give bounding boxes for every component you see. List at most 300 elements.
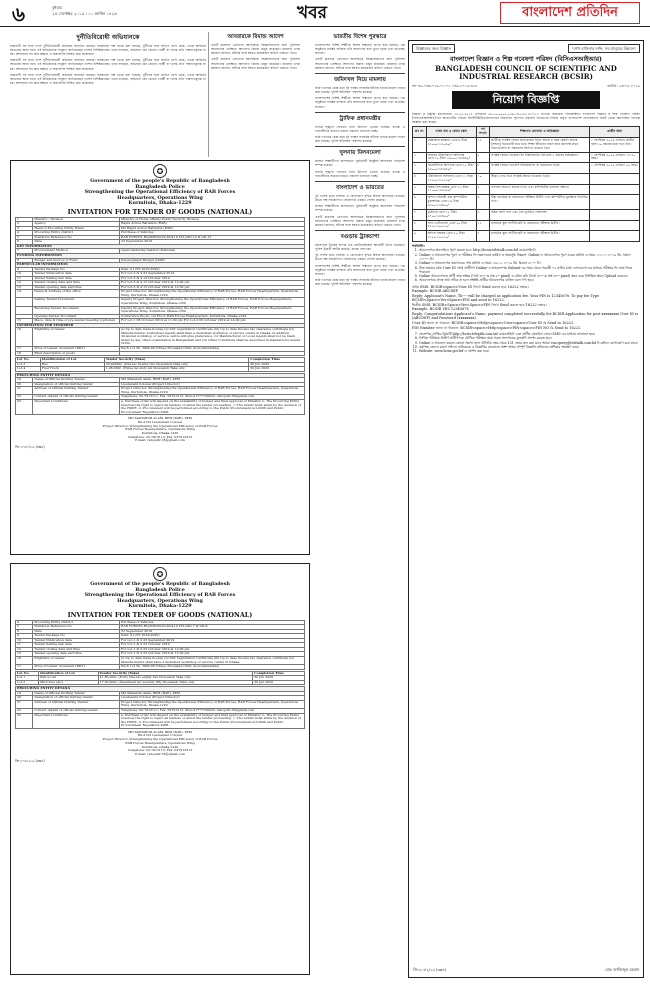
tender-cell: Invitation Reference No	[33, 625, 120, 630]
left-body-2: রাজধানী সহ সারা দেশে দুর্নীতিবিরোধী অভিযান অব্যাহত রয়েছে। সরকারের পক্ষ থেকে বলা হয়েছে, দুর্নীতির সঙ্গে জড়িত যে-ই হোক, তাকে আইনের আওতায় আনা হবে। এই অভিযানকে সাধুবাদ জানিয়েছেন দেশের বিশিষ্টজনেরা। তারা বলছেন, অভিযান যেন কোনো গোষ্ঠী বা দলের প্রতি পক্ষপাতমূলক না হয়। প্রশাসনের সব স্তরে স্বচ্ছতা ও জবাবদিহি নিশ্চিত করা প্রয়োজন।	[10, 58, 206, 71]
tender-cell: For Lot-1 06 October 2019 at 11.00 pm For Lot-2 06 October 2019 at 14.00 pm	[120, 319, 305, 324]
tender-cell: 11	[16, 276, 33, 281]
position-cell: ১	[413, 138, 427, 153]
lot-cell: Lot-1	[16, 676, 39, 681]
tender-cell: Item: 01 (FY 2019-2020)	[120, 267, 305, 272]
tender-cell: 23 September 2019	[120, 240, 305, 245]
lots-header-cell: Lot No	[16, 358, 41, 363]
ad-code-1: জি-২০৬০/১৯ (৩x৪)	[15, 445, 45, 450]
tender-cell: 21	[16, 387, 33, 395]
tender-cell: Receiving Tender Document	[33, 306, 120, 314]
tender-cell: Telephone: 02-7913111, Fax: 02791313, Mob-01777720022, rabopdir.18@gmail.com	[120, 708, 305, 713]
position-cell: টেকনিক্যাল অফিসার গ্রেড-১১ টাকা ১২৫০০-৩০২৩০/-	[426, 173, 476, 184]
tender-cell: For Lot-3 & 4 23 September 2019	[120, 272, 305, 277]
position-row	[413, 138, 640, 153]
positions-header-cell: শিক্ষাগত যোগ্যতা ও অভিজ্ঞতা	[490, 127, 590, 138]
tender-cell	[120, 351, 305, 356]
more-condition-item: 11. Website: www.bcsir.gov.bd-এ প্রদর্শন করা হবে।	[419, 349, 640, 353]
position-row	[413, 173, 640, 184]
position-cell: অফিস সহায়ক গ্রেড-২০ টাকা ৮২৫০-২০০১০/-	[426, 231, 476, 242]
lot-cell: 41,85,000/- (Forty One lac eighty five thousand) Taka only	[98, 676, 252, 681]
tender-cell: 4	[16, 231, 33, 236]
position-cell: ১৫	[476, 138, 490, 153]
position-row	[413, 220, 640, 231]
signature-line: Project Director, Strengthening the Operational Efficiency of RAB Forces	[102, 423, 218, 428]
dateline	[52, 5, 117, 16]
tender-cell: Tender Selling last date	[33, 276, 120, 281]
left-article	[10, 32, 206, 147]
gov-line: Strengthening the Operational Efficiency of RAB Forces	[84, 592, 236, 599]
tender-cell: Open tendering method (National)	[120, 249, 305, 254]
lots-table-2	[15, 671, 305, 686]
gov-line: Bangladesh Police	[135, 586, 185, 593]
ad-top-right: "শেখ হাসিনার দর্শন, সব মানুষের উন্নয়ন"	[568, 44, 640, 53]
position-cell: ১২	[476, 220, 490, 231]
tender-cell: Telephone: 02-7913111, Fax: 02791313, Mob-01777720022, rabopdir.18@gmail.com	[120, 395, 305, 400]
tender-row	[16, 351, 305, 356]
tender-cell: Place, date & time of pre-tender meeting (optional)	[33, 319, 120, 324]
tender-cell: Selling Tender Document	[33, 298, 120, 306]
tenderer-heading: INFORMATION FOR TENDERER	[16, 323, 305, 328]
conditions-title: শর্তাবলি:	[412, 243, 425, 248]
sms-line: প্রথম SMS: BCSIR<space>User ID লিখে Send করতে হবে 16222 নম্বরে।	[412, 284, 529, 289]
tender-cell: 22	[16, 395, 33, 400]
more-condition-item: 8. লিখিত পরীক্ষায় উত্তীর্ণ প্রার্থীগণকে মৌখিক পরীক্ষার সময় সকল সনদপত্রের মূলকপি প্রদর্শন করতে হবে।	[419, 336, 640, 340]
ad-top-left: বিজ্ঞানের জন্য বিজ্ঞান	[412, 44, 455, 53]
tender-cell: Date	[33, 629, 120, 634]
story4-body-2: জমি দখলকে কেন্দ্র করে দুই পক্ষের সংঘর্ষের ঘটনায় থানায় মামলা দায়ের করা হয়েছে। পুলিশ ঘটনাস্থল পরিদর্শন করেছে।	[315, 134, 405, 144]
position-cell	[590, 184, 640, 195]
position-cell: ১ সেপ্টেম্বর ২০১৯ তারিখে ৩০ বছর।	[590, 163, 640, 174]
position-cell: ৬	[476, 195, 490, 210]
tender-cell: Purchase of Vehicles	[120, 231, 305, 236]
gov-line: Kurmitola, Dhaka-1229	[128, 603, 192, 610]
ad-title: নিয়োগ বিজ্ঞপ্তি	[452, 91, 600, 109]
tender-cell: Name of Official Inviting Tender	[33, 378, 120, 383]
position-cell: ১০	[476, 173, 490, 184]
date: ২৫ সেপ্টেম্বর ২০১৯ । ১০ আশ্বিন ১৪২৬	[52, 10, 117, 16]
tender-notice-2	[10, 563, 310, 975]
procuring-heading: PROCURING ENTITY DETAILS	[16, 373, 305, 378]
position-cell: ১ সেপ্টেম্বর ২০১৯ তারিখে ১৮-৩০ বছর।	[590, 152, 640, 163]
tender-table-2	[15, 620, 305, 670]
tender-gov-lines	[15, 179, 305, 207]
condition-item: 3. Online-এ আবেদনপত্র জমাদানের শেষ তারিখ ও সময়: ২৬.১১.২০১৯ খ্রি. বিকাল ৫:০০ টা।	[419, 261, 640, 265]
tender-notice-1	[10, 160, 310, 555]
position-cell: ৯	[413, 231, 427, 242]
sms-line: Reply: Congratulations Applicant's Name, payment completed successfully for BCSIR Application for post xxxxxxxxx User ID is (ABCDEF) and Password (xxxxxxxx).	[412, 311, 639, 321]
position-cell: ৪	[413, 173, 427, 184]
tender-cell: DG Rapid Action Battalion (RAB)	[120, 226, 305, 231]
positions-header-cell: পদের নাম ও বেতন স্কেল	[426, 127, 476, 138]
story4-headline: ট্রাফিক প্রধানমন্ত্রীর	[339, 115, 381, 122]
story6-body: দুই দেশের মধ্যে বাণিজ্য ও যোগাযোগ বৃদ্ধির বিষয়ে আলোচনা হয়েছে। উভয় পক্ষ সহযোগিতা জোরদারে একমত পোষণ করেছে।	[315, 193, 405, 203]
lots-header-cell: Tender Security (Taka)	[98, 671, 252, 676]
story2-headline: ভারতীয় বিশেষ পুরস্কারে	[333, 34, 387, 40]
more-condition-item: 10. কর্তৃপক্ষ কোনো কারণ দর্শানো ব্যতিরেকে এ বিজ্ঞপ্তির যেকোনো অংশ অথবা সম্পূর্ণ বিজ্ঞপ্তি বাতিলের অধিকার সংরক্ষণ করে।	[419, 345, 640, 349]
positions-header-cell: প্রার্থীর বয়স	[590, 127, 640, 138]
position-cell: মাধ্যমিক স্কুল সার্টিফিকেট বা সমমানের পরীক্ষায় উত্তীর্ণ।	[490, 220, 590, 231]
tender-gov-lines-2	[15, 582, 305, 610]
lot-cell: 30 Jun 2020	[253, 676, 305, 681]
tender-cell: Budget and Source of Fund	[33, 258, 120, 263]
tender-signature	[15, 417, 305, 443]
more-conditions-list	[412, 332, 640, 353]
ad-code-2: জি-২০৬১/১৯ (৩x৪)	[15, 758, 45, 763]
tender-row	[16, 713, 305, 728]
tender-row	[16, 328, 305, 347]
condition-item: 6. আবেদনপত্রে প্রদত্ত তথ্য সঠিক না হলে সংশ্লিষ্ট প্রার্থীর আবেদনপত্র বাতিল বলে গণ্য হবে।	[419, 278, 640, 282]
lots-header-cell: Completion Time	[253, 671, 305, 676]
tender-cell: 5	[16, 625, 33, 630]
tender-cell: RAB FORCES HQ/DPP/2019-20/411(181)/GD-7 & GD-8	[120, 625, 305, 630]
gov-line: Government of the people's Republic of Bangladesh	[90, 581, 230, 587]
tender-cell: Purchase of Vehicles	[120, 620, 305, 625]
position-cell: ৮	[476, 163, 490, 174]
tender-cell	[16, 306, 33, 314]
lot-cell: 17,50,000/- (Seventeen lac seventy fifty thousand) Taka only	[98, 680, 252, 685]
tender-cell: 21	[16, 700, 33, 708]
story1-headline: আবরারকে রিমান্ড আদেশ	[227, 34, 284, 40]
tender-cell: Project Director, Strengthening the Operational Efficiency of RAB Forces, RAB Forces Headquarters, Operations Wing, Kurmitola, Dhaka-1229	[120, 387, 305, 395]
tender-cell: Tender opening date and time	[33, 285, 120, 290]
story2-body: বাংলাদেশের বিশিষ্ট শিল্পীকে বিশেষ সম্মাননা প্রদান করা হয়েছে। এক অনুষ্ঠানে সংশ্লিষ্ট ব্যক্তিরা তাঁর অবদানের কথা তুলে ধরেন এবং শুভেচ্ছা জানান।	[315, 42, 405, 56]
tender-cell: 20	[16, 382, 33, 387]
signature-line: BA-3122 Lieutenant Colonel	[137, 419, 183, 424]
condition-item: 5. Online আবেদনপত্রে প্রার্থী তার স্বাক্ষর (দৈর্ঘ্য ৩০০ x প্রস্থ ৮০ pixel) ও রঙিন ছবি (দৈর্ঘ্য ৩০০ x প্রস্থ ৩০০ pixel) স্ক্যান করে নির্ধারিত স্থানে Upload করবেন।	[419, 274, 640, 278]
tender-cell: Deputy Project Director, Strengthening the Operational Efficiency of RAB Forces, RAB Forces Headquarters, Operations Wing, Kurmitola, Dhaka-1229	[120, 306, 305, 314]
lot-cell: 30 Jun 2020	[249, 362, 305, 367]
gov-line: Bangladesh Police	[135, 183, 185, 190]
tender-invitation-title-2: INVITATION FOR TENDER OF GOODS (NATIONAL)	[67, 610, 253, 619]
tender-cell: Item: 01 (FY 2019-2020)	[120, 634, 305, 639]
tender-cell: Contact details of official inviting tender	[33, 708, 120, 713]
tender-cell: Ministry / Division	[33, 217, 120, 222]
tender-cell: Tender Package No	[33, 267, 120, 272]
tender-cell: Address of Official Inviting Tender	[33, 387, 120, 395]
tender-cell: For Lot-1 & 2 23 October 2019 at 12.30 pm	[120, 652, 305, 657]
tender-cell: For Lot-3 & 4 14 October 2019	[120, 276, 305, 281]
tender-cell: Md Mahabub Alam, BPM (BAR), PPM	[120, 378, 305, 383]
tender-cell: For Lot-1 & 2 23 September 2019	[120, 638, 305, 643]
position-row	[413, 152, 640, 163]
lots-header-cell: Tender Security (Taka)	[104, 358, 248, 363]
position-cell	[590, 231, 640, 242]
tender-cell: Date	[33, 240, 120, 245]
tender-cell: 9	[16, 267, 33, 272]
position-cell: ল্যাব এটেনডেন্ট গ্রেড-২০ টাকা ৮২৫০-২০০১০/-	[426, 220, 476, 231]
tender-cell: 4	[16, 620, 33, 625]
story6-headline: বাংলাদেশ ও ভারতের	[336, 184, 384, 191]
position-cell	[590, 220, 640, 231]
tender-cell: 20	[16, 696, 33, 701]
tender-cell: 2	[16, 222, 33, 227]
tender-cell: Eligibility of tender	[33, 328, 120, 347]
position-cell	[590, 173, 640, 184]
story1-body-2: একটি মামলায় গ্রেফতার আসামিকে জিজ্ঞাসাবাদের জন্য পুলিশের আবেদনের প্রেক্ষিতে আদালত রিমান্ড মঞ্জুর করেছেন। মামলার তদন্ত কর্মকর্তা জানান, ঘটনার সঙ্গে আরও কয়েকজন জড়িত থাকতে পারে।	[211, 57, 300, 70]
position-cell: ২	[476, 184, 490, 195]
left-headline: দুর্নীতিবিরোধী অভিযানকে	[76, 34, 140, 41]
story2-body-2: একটি মামলায় গ্রেফতার আসামিকে জিজ্ঞাসাবাদের জন্য পুলিশের আবেদনের প্রেক্ষিতে আদালত রিমান্ড মঞ্জুর করেছেন। মামলার তদন্ত কর্মকর্তা জানান, ঘটনার সঙ্গে আরও কয়েকজন জড়িত থাকতে পারে।	[315, 57, 405, 70]
tender-cell: Deputy Project Director, Strengthening the Operational Efficiency of RAB Forces, RAB Forces Headquarters, Operations Wing, Kurmitola, Dhaka-1229	[120, 298, 305, 306]
tender-cell: Tender closing date and time	[33, 281, 120, 286]
tender-row	[16, 400, 305, 415]
position-cell: মাধ্যমিক স্কুল সার্টিফিকেট বা সমমানের পরীক্ষায় উত্তীর্ণ।	[490, 231, 590, 242]
tender-cell: Tender Publication date	[33, 272, 120, 277]
tender-cell: Tender Package No	[33, 634, 120, 639]
position-cell: প্রার্থীকে সংশ্লিষ্ট বিষয়ে স্নাতকোত্তর ডিগ্রি অথবা ৪ বছর মেয়াদি স্নাতক (সম্মান) ডিগ্রিধারী হতে হবে। শিক্ষা জীবনের সকল স্তরে কমপক্ষে প্রথম বিভাগ/শ্রেণি বা সমমানের জিপিএ থাকতে হবে।	[490, 138, 590, 153]
tender-cell: 9	[16, 634, 33, 639]
tender-cell: (i) Up to date trade license (ii) VAT registration Certificate (iii) Up to date income tax clearance certificate (iv) Manufacturers shall have a dedicated workshop or service centre in Dhaka.	[120, 656, 305, 664]
tender-cell: 23	[16, 713, 33, 728]
lot-cell: 22,00000/- (One lac twenty two thousand) Taka only	[104, 362, 248, 367]
condition-item: 1. আবেদনপত্র অনলাইনে পূরণ করতে হবে: http://bcsir.teletalk.com.bd ওয়েবসাইটে।	[419, 248, 640, 252]
ad-ref-date: তারিখ: ২৩-০৯-২০১৯	[607, 83, 640, 88]
tender-table-2b	[15, 686, 305, 728]
story3-headline: জমিদখল নিয়ে মামলায়	[334, 76, 386, 83]
lot-cell: Bus	[40, 362, 104, 367]
tender-cell: Eligibility of tender	[33, 656, 120, 664]
tender-cell: Designation of official inviting tender	[33, 382, 120, 387]
tender-cell: Contact details of official inviting tender	[33, 395, 120, 400]
tender-cell: Tender Publication date	[33, 638, 120, 643]
tender-cell: Address of Official Inviting Tender	[33, 700, 120, 708]
tender-row	[16, 306, 305, 314]
position-cell: প্রকল্প হিসাবরক্ষক গ্রেড-১৩ টাকা ১১০০০-২৬৫৯০/-	[426, 184, 476, 195]
tender-cell: 3	[16, 226, 33, 231]
condition-item: 2. Online-এ আবেদনপত্র পূরণ ও পরীক্ষার ফি জমাদানের তারিখ ও সময়সূচি নিম্নরূপ: Online-এ আবেদনপত্র পূরণ শুরুর তারিখ ও সময়: ২৭.১০.২০১৯ খ্রি. সকাল ১০:০০ টা।	[419, 253, 640, 262]
story7-body: মহাসড়কে ট্রাকের চাপায় এক মোটরসাইকেল আরোহী নিহত হয়েছেন। পুলিশ ট্রাকটি আটক করেছে, চালক পলাতক।	[315, 242, 405, 252]
position-cell: ৮	[413, 220, 427, 231]
tender-cell: 23	[16, 400, 33, 415]
ad-footer	[413, 968, 639, 973]
story4-body: সড়কে শৃঙ্খলা ফেরাতে নানা উদ্যোগ নেওয়া হয়েছে। চালক ও পথচারীদের সচেতন করতে প্রচারণা চালানো হচ্ছে।	[315, 124, 405, 133]
tender-cell: 7	[16, 249, 33, 254]
ad-ref-line	[412, 84, 640, 88]
tender-cell: 12	[16, 281, 33, 286]
tender-cell: 17	[16, 665, 33, 670]
lot-cell: Lot-2	[16, 680, 39, 685]
sms-line: দ্বিতীয় SMS: BCSIR<Space>Yes<Space>PIN লিখে Send করতে হবে 16222 নম্বরে।	[412, 302, 547, 307]
position-cell: সিনিয়র টেকনিক্যাল অফিসার গ্রেড-১০ টাকা ১৬০০০-৩৮৬৪০/-	[426, 152, 476, 163]
page-header	[0, 0, 650, 27]
position-cell: উচ্চ মাধ্যমিক বা সমমানের পরীক্ষায় উত্তীর্ণ এবং কম্পিউটার মুদ্রাক্ষরে নির্ধারিত গতি।	[490, 195, 590, 210]
gov-line: Kurmitola, Dhaka-1229	[128, 200, 192, 207]
tender-cell: Each Lot Tk. 3000.00 (Three Thousand) Only (non-refundable)	[120, 346, 305, 351]
tender-cell: 19	[16, 691, 33, 696]
lot-cell: Patrol Car	[39, 676, 99, 681]
tender-cell: Each Lot Tk. 3000.00 (Three Thousand) Only (non-refundable)	[120, 665, 305, 670]
tender-cell: 11	[16, 643, 33, 648]
tender-cell: Tender Selling last date	[33, 643, 120, 648]
tender-cell: Name & Address of the office	[33, 290, 120, 298]
signature-line: Kurmitola, Dhaka-1229	[141, 744, 179, 749]
tender-cell: (i) Up to date trade license (ii) VAT registration Certificate (iii) Up to date income tax clearance certificate (iv) Manufacturers/ Authorized Agents shall have a dedicated workshop or service centre in Dhaka. In addition divisional workshop or service centre will give preference. (v) Manufacturer or Local Agents shall not be black listed by any other organization in Bangladesh and (vi) Other Conditions shall be described in standard document (STD).	[120, 328, 305, 347]
tender-cell: 15	[16, 319, 33, 324]
tender-cell: For Lot-1 & 2 22 October 2019	[120, 643, 305, 648]
lot-cell: 1,06,000/- (Three lac sixty six thousand) Taka only	[104, 367, 248, 372]
lots-header-cell: Lot No	[16, 671, 39, 676]
conditions-list	[412, 248, 640, 282]
gov-line: Strengthening the Operational Efficiency of RAB Forces	[84, 189, 236, 196]
ad-ref: নং- ৩৯.০৩৩.০২৬.০১.০১.০৩৯.২০১৯-৩১৪	[412, 83, 478, 88]
lot-cell: Lot-4	[16, 367, 41, 372]
position-cell: স্বীকৃত বোর্ড হতে সংশ্লিষ্ট বিষয়ে ডিপ্লোমা ডিগ্রি।	[490, 173, 590, 184]
tender-cell: Opening Tender Document	[33, 314, 120, 319]
position-cell: বাণিজ্য বিভাগে স্নাতক ডিগ্রি এবং কম্পিউটার চালনায় দক্ষতা।	[490, 184, 590, 195]
tender-cell: Procuring Entity District	[33, 231, 120, 236]
story7-body-3: বাংলাদেশের বিশিষ্ট শিল্পীকে বিশেষ সম্মাননা প্রদান করা হয়েছে। এক অনুষ্ঠানে সংশ্লিষ্ট ব্যক্তিরা তাঁর অবদানের কথা তুলে ধরেন এবং শুভেচ্ছা জানান।	[315, 263, 405, 276]
sms-line: Example: BCSIR YES 12345678	[412, 307, 469, 312]
position-row	[413, 163, 640, 174]
tender-cell: 13	[16, 652, 33, 657]
position-cell: সংশ্লিষ্ট বিষয়ে বিএসসি ইঞ্জিনিয়ারিং বা সমমানের ডিগ্রি।	[490, 163, 590, 174]
tender-cell: 14	[16, 290, 33, 298]
story5-body-2: সড়কে শৃঙ্খলা ফেরাতে নানা উদ্যোগ নেওয়া হয়েছে। চালক ও পথচারীদের সচেতন করতে প্রচারণা চালানো হচ্ছে।	[315, 169, 405, 178]
tender-table-1b	[15, 373, 305, 415]
sms-line: PIN Number জানা না থাকলে: BCSIR<space>Help<space>PIN<space>PIN NO & Send to 16222.	[412, 325, 582, 330]
signature-line: RAB Forces Headquarters, Operations Wing	[125, 740, 195, 745]
section-title: খবর	[297, 3, 327, 23]
lot-row	[16, 680, 305, 685]
position-cell: অফিস সহকারী কাম কম্পিউটার মুদ্রাক্ষরিক গ্রেড-১৬ টাকা ৯৩০০-২২৪৯০/-	[426, 195, 476, 210]
signature-line: E-mail: rabopdir.18@gmail.com	[135, 751, 185, 756]
left-body: রাজধানী সহ সারা দেশে দুর্নীতিবিরোধী অভিযান অব্যাহত রয়েছে। সরকারের পক্ষ থেকে বলা হয়েছে, দুর্নীতির সঙ্গে জড়িত যে-ই হোক, তাকে আইনের আওতায় আনা হবে। এই অভিযানকে সাধুবাদ জানিয়েছেন দেশের বিশিষ্টজনেরা। তারা বলছেন, অভিযান যেন কোনো গোষ্ঠী বা দলের প্রতি পক্ষপাতমূলক না হয়। প্রশাসনের সব স্তরে স্বচ্ছতা ও জবাবদিহি নিশ্চিত করা প্রয়োজন।	[10, 43, 206, 57]
mid-article-1	[208, 32, 300, 157]
tender-cell: RAB FORCES HQ/DPP/2019-20/411(181)/GD-14 & GD-15	[120, 235, 305, 240]
tender-cell: 10	[16, 638, 33, 643]
lots-header-cell: Identification of Lot	[39, 671, 99, 676]
lot-cell: 30 Jun 2020	[253, 680, 305, 685]
story7-body-2: দুই দেশের মধ্যে বাণিজ্য ও যোগাযোগ বৃদ্ধির বিষয়ে আলোচনা হয়েছে। উভয় পক্ষ সহযোগিতা জোরদারে একমত পোষণ করেছে।	[315, 253, 405, 262]
sms-line: User ID জানা না থাকলে: BCSIR<space>Help<space>User<space>User ID & Send to 16222.	[412, 321, 575, 326]
signature-line: RAB Forces Headquarters, Operations Wing	[125, 427, 195, 432]
position-cell: সংশ্লিষ্ট বিষয়ে ডিপ্লোমা ইন ইঞ্জিনিয়ারিং ডিগ্রিসহ ৫ বছরের অভিজ্ঞতা।	[490, 152, 590, 163]
bcsir-recruitment-ad	[408, 40, 644, 978]
position-cell: ৭	[413, 209, 427, 220]
tender-cell: For Lot-3 & 4 15 October 2019 at 12.00 pm	[120, 281, 305, 286]
position-cell: ৩	[476, 209, 490, 220]
sms-line: Reply: Applicant's Name, Tk---- will be charged as application fee. Your PIN is 12345678. To pay fee Type BCSIR<Space>Yes<Space>PIN and send to 16222.	[412, 293, 600, 303]
tender-cell: Tender opening date and time	[33, 652, 120, 657]
ad-top-band	[412, 44, 640, 53]
gov-line: Headquarters, Operations Wing	[117, 597, 203, 604]
signature-line: Telephone: 02-7913113, Fax: 027913313	[127, 748, 193, 753]
page-number: ৬	[12, 2, 26, 26]
ad-intro: বিজ্ঞান ও প্রযুক্তি মন্ত্রণালয়ের ২৩.০৫.২০১৮ তারিখের ৩৯.০০.০০০০.০২৬.১৪.০৩৩.১৮-৩১৩ সংখ্যক স্মারকের পরিপ্রেক্ষিতে বাংলাদেশ বিজ্ঞান ও শিল্প গবেষণা পরিষদ (বিসিএসআইআর)-এর আওতাধীন বিভিন্ন ইনস্টিটিউট/গবেষণাগারে নিম্নবর্ণিত শূন্যপদে সরাসরি নিয়োগের নিমিত্ত প্রকৃত বাংলাদেশি নাগরিকদের নিকট থেকে অনলাইনে দরখাস্ত আহ্বান করা যাচ্ছে।	[412, 111, 640, 125]
tender-cell: 1	[16, 217, 33, 222]
position-cell: ড্রাইভার গ্রেড-১৫ টাকা ৯৭০০-২৩৪৯০/-	[426, 209, 476, 220]
key-info-heading: KEY INFORMATION	[16, 244, 305, 249]
lot-cell: Lot-3	[16, 362, 41, 367]
lots-header-cell: Identification of Lot	[40, 358, 104, 363]
gov-line: Headquarters, Operations Wing	[117, 194, 203, 201]
government-emblem-icon: ✪	[153, 164, 167, 178]
left-body-3: রাজধানী সহ সারা দেশে দুর্নীতিবিরোধী অভিযান অব্যাহত রয়েছে। সরকারের পক্ষ থেকে বলা হয়েছে, দুর্নীতির সঙ্গে জড়িত যে-ই হোক, তাকে আইনের আওতায় আনা হবে। এই অভিযানকে সাধুবাদ জানিয়েছেন দেশের বিশিষ্টজনেরা। তারা বলছেন, অভিযান যেন কোনো গোষ্ঠী বা দলের প্রতি পক্ষপাতমূলক না হয়। প্রশাসনের সব স্তরে স্বচ্ছতা ও জবাবদিহি নিশ্চিত করা প্রয়োজন।	[10, 72, 206, 85]
tender-cell: Lieutenant Colonel (Project Director)	[120, 382, 305, 387]
tender-table-1	[15, 217, 305, 357]
signature-line: MD MAHABUB ALAM, BPM (BAR), PPM	[128, 729, 192, 734]
tender-cell: 13	[16, 285, 33, 290]
tender-signature-2	[15, 731, 305, 757]
lot-cell: Fuel Truck	[40, 367, 104, 372]
signature-line: E-mail: rabopdir.18@gmail.com	[135, 438, 185, 443]
tender-cell: Procurement Method	[33, 249, 120, 254]
tender-cell: a. Purchase order will depend on the availability of budget and final approval of Ministry. b. The Procuring Entity reserves the right to reject all tenders or annul the tender proceeding. c. The bidder must abide by the decision of the HOPE. d. Procurement will be performed according to the Public Procurement Act-2006 and Public Procurement Regulation 2008.	[120, 713, 305, 728]
tender-cell: Project Director, Strengthening the Operational Efficiency of RAB Forces, RAB Forces Headquarters, Operations Wing, Kurmitola, Dhaka-1229	[120, 700, 305, 708]
tender-cell: 22	[16, 708, 33, 713]
tender-cell: 16	[16, 656, 33, 664]
tender-cell: Brief description of goods	[33, 351, 120, 356]
signature-line: MD MAHABUB ALAM, BPM (BAR), PPM	[128, 416, 192, 421]
position-row	[413, 195, 640, 210]
tender-cell: Procuring Entity District	[33, 620, 120, 625]
story5-body: প্রাক্তন শিক্ষার্থীদের অংশগ্রহণে পুনর্মিলনী অনুষ্ঠান আনন্দঘন পরিবেশে সম্পন্ন হয়েছে।	[315, 159, 405, 168]
story1-body: একটি মামলায় গ্রেফতার আসামিকে জিজ্ঞাসাবাদের জন্য পুলিশের আবেদনের প্রেক্ষিতে আদালত রিমান্ড মঞ্জুর করেছেন। মামলার তদন্ত কর্মকর্তা জানান, ঘটনার সঙ্গে আরও কয়েকজন জড়িত থাকতে পারে।	[211, 42, 300, 56]
tender-cell: 19	[16, 378, 33, 383]
tender-cell: 10	[16, 272, 33, 277]
tender-cell: a. Purchase order will depend on the availability of budget and final approval of Ministry. b. The Procuring Entity reserves the right to reject all tenders or annul the tender proceeding. c. The bidder must abide by the decision of the HOPE. d. Procurement will be performed according to the Public Procurement Act-2006 and Public Procurement Regulation 2008.	[120, 400, 305, 415]
position-row	[413, 209, 640, 220]
position-cell: বৈজ্ঞানিক কর্মকর্তা গ্রেড-৯ টাকা ২২০০০-৫৩০৬০/-	[426, 138, 476, 153]
tender-cell: 18	[16, 351, 33, 356]
tender-cell: Invitation Reference No	[33, 235, 120, 240]
position-cell	[590, 195, 640, 210]
tender-row	[16, 298, 305, 306]
position-cell: ৭	[476, 231, 490, 242]
tender-cell: Agency	[33, 222, 120, 227]
tender-cell: Md Mahabub Alam, BPM (BAR), PPM	[120, 691, 305, 696]
tender-cell: Development Budget (GOB)	[120, 258, 305, 263]
tender-cell: 16	[16, 328, 33, 347]
tender-cell: For Lot-3 & 4 15 October 2019 at 12.30 pm	[120, 285, 305, 290]
particular-heading: PARTICULAR INFORMATION	[16, 263, 305, 268]
position-cell: ৫	[413, 184, 427, 195]
tender-cell: 5	[16, 235, 33, 240]
tender-row	[16, 665, 305, 670]
tender-cell: 6	[16, 629, 33, 634]
position-cell: ১ সেপ্টেম্বর ২০১৯ তারিখে প্রার্থীর বয়স ৩০ বছরের মধ্যে হতে হবে।	[590, 138, 640, 153]
procuring-heading-2: PROCURING ENTITY DETAILS	[16, 687, 305, 692]
position-cell: সায়েন্টিফিক অফিসার গ্রেড-১০ টাকা ১৬০০০-৩৮৬৪০/-	[426, 163, 476, 174]
position-row	[413, 184, 640, 195]
story3-body-2: বাংলাদেশের বিশিষ্ট শিল্পীকে বিশেষ সম্মাননা প্রদান করা হয়েছে। এক অনুষ্ঠানে সংশ্লিষ্ট ব্যক্তিরা তাঁর অবদানের কথা তুলে ধরেন এবং শুভেচ্ছা জানান।	[315, 96, 405, 109]
positions-table	[412, 126, 640, 242]
tender-invitation-title: INVITATION FOR TENDER OF GOODS (NATIONAL)	[67, 207, 253, 216]
ad-code-3: জি-২০৮২/১৯ (৩x৪)	[413, 967, 447, 973]
signature-line: BA-3122 Lieutenant Colonel	[137, 733, 183, 738]
story7-headline: বগুড়ায় ট্রাকচাপা	[340, 233, 380, 240]
government-emblem-icon: ✪	[153, 567, 167, 581]
newspaper-logo: বাংলাদেশ প্রতিদিন	[500, 2, 640, 24]
tender-cell: Designation of official inviting tender	[33, 696, 120, 701]
tender-cell: 23 September 2019	[120, 629, 305, 634]
story3-body: জমি দখলকে কেন্দ্র করে দুই পক্ষের সংঘর্ষের ঘটনায় থানায় মামলা দায়ের করা হয়েছে। পুলিশ ঘটনাস্থল পরিদর্শন করেছে।	[315, 85, 405, 95]
tender-cell: Tender closing date and time	[33, 647, 120, 652]
tender-cell: For Lot-1 & 2 23 October 2019 at 12.00 pm	[120, 647, 305, 652]
day: বুধবার	[52, 5, 63, 10]
positions-header-cell: পদ সংখ্যা	[476, 127, 490, 138]
story5-headline: খুলনায় মিলনমেলা	[339, 150, 381, 157]
position-cell: ২	[413, 152, 427, 163]
position-cell	[590, 209, 640, 220]
signature-line: Telephone: 02-7913113, Fax: 027913313	[127, 434, 193, 439]
position-row	[413, 231, 640, 242]
lot-cell: 30 Jun 2020	[249, 367, 305, 372]
tender-cell: Head of Procuring Entity Name	[33, 226, 120, 231]
sms-instructions	[412, 285, 640, 330]
tender-cell	[16, 298, 33, 306]
